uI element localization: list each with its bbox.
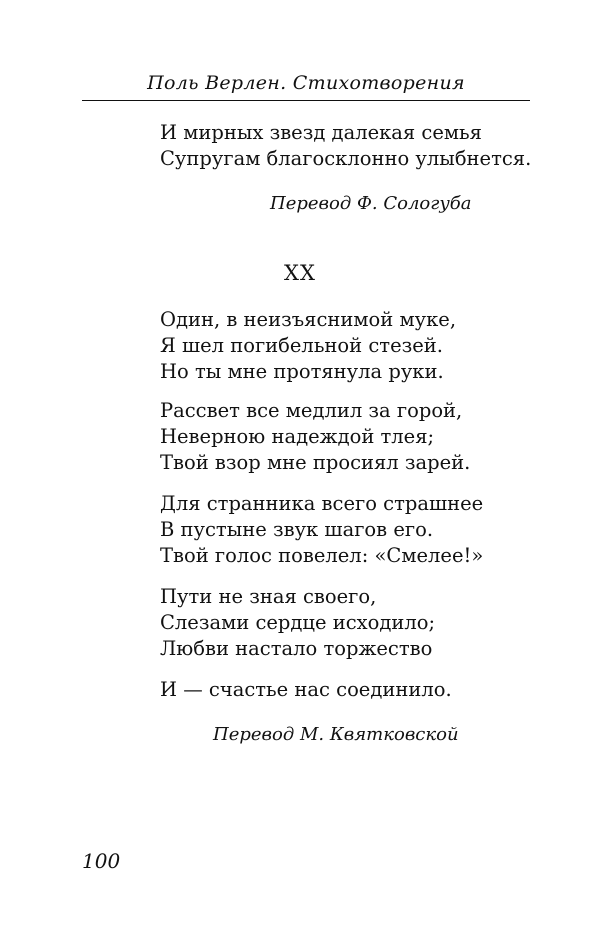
verse-line: В пустыне звук шагов его. (160, 518, 434, 541)
stanza-1 (160, 307, 456, 385)
page-number: 100 (82, 849, 121, 873)
verse-line: Твой взор мне просиял зарей. (160, 451, 471, 474)
header-rule (82, 100, 530, 101)
verse-line: Супругам благосклонно улыбнется. (160, 147, 532, 170)
verse-line: Любви настало торжество (160, 637, 433, 660)
stanza-3 (160, 491, 483, 569)
running-header: Поль Верлен. Стихотворения (147, 72, 465, 94)
stanza-4 (160, 584, 435, 662)
verse-line: Твой голос повелел: «Смелее!» (160, 544, 484, 567)
verse-line: И — счастье нас соединило. (160, 678, 452, 701)
translator-credit-sologub: Перевод Ф. Сологуба (270, 193, 472, 214)
verse-line: Рассвет все медлил за горой, (160, 399, 463, 422)
verse-line: Я шел погибельной стезей. (160, 334, 443, 357)
translator-credit-kvyatkovskaya: Перевод М. Квятковской (213, 724, 459, 745)
poem-number: XX (284, 261, 316, 285)
verse-line: И мирных звезд далекая семья (160, 121, 482, 144)
verse-line: Для странника всего страшнее (160, 492, 484, 515)
verse-line: Неверною надеждой тлея; (160, 425, 435, 448)
verse-line: Пути не зная своего, (160, 585, 377, 608)
stanza-2 (160, 398, 470, 476)
verse-line: Один, в неизъяснимой муке, (160, 308, 457, 331)
stanza-5 (160, 677, 452, 703)
verse-line: Слезами сердце исходило; (160, 611, 436, 634)
previous-poem-ending (160, 120, 531, 172)
verse-line: Но ты мне протянула руки. (160, 360, 444, 383)
